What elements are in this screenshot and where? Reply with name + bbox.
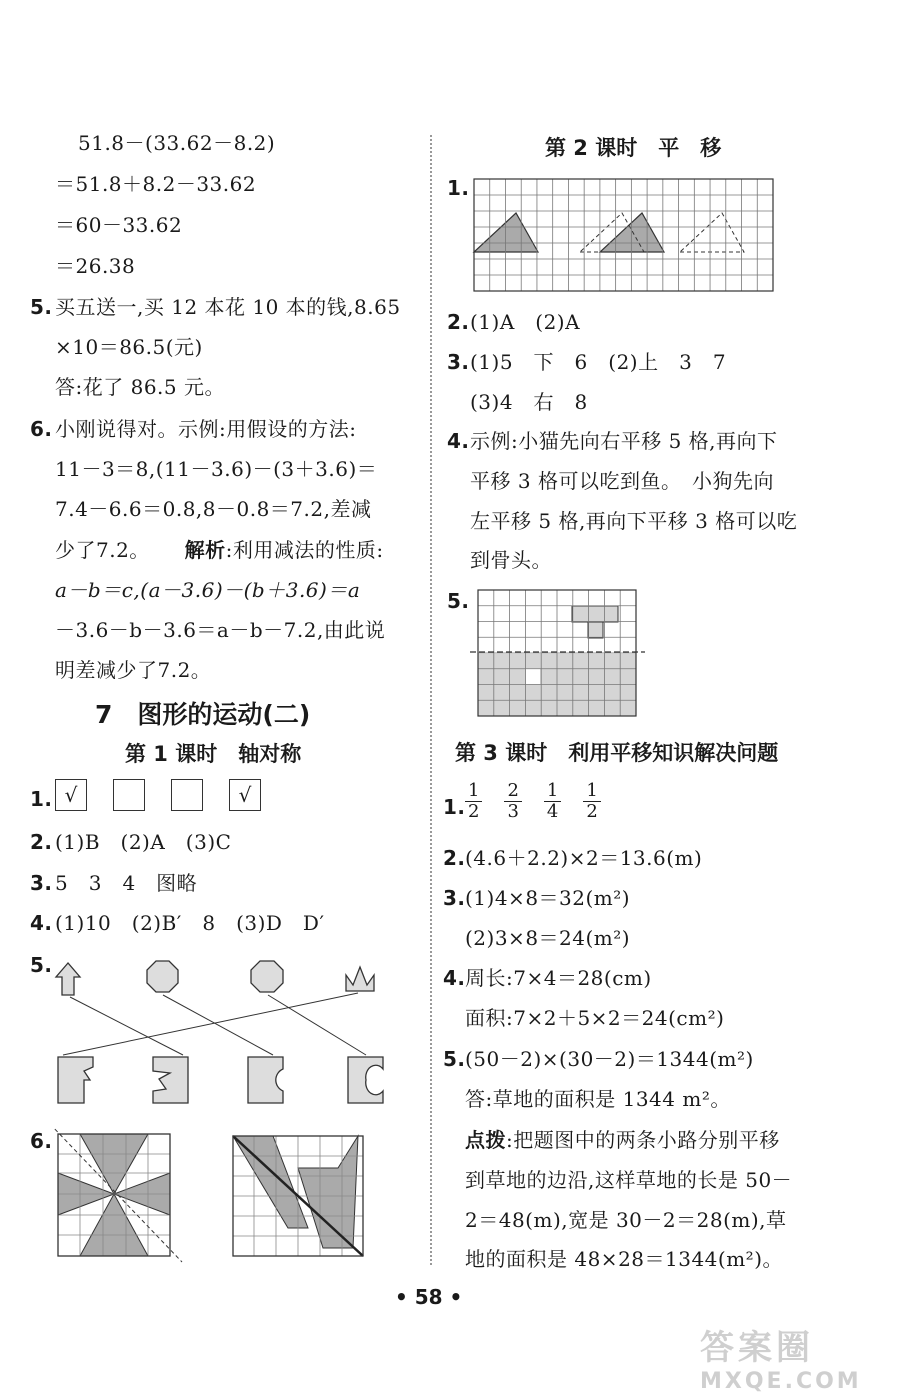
match-line-4 (63, 993, 358, 1055)
symmetry-grids (48, 1128, 388, 1263)
l3-q4-number: 4. (443, 966, 466, 990)
numerator: 1 (583, 781, 600, 802)
q6-line-7: 明差减少了7.2。 (55, 658, 212, 682)
fraction-1 (465, 781, 482, 822)
fraction-row (465, 781, 623, 822)
denominator: 2 (586, 801, 598, 822)
notched-shape-1 (58, 1057, 93, 1103)
l3-q5-line-3 (465, 1127, 780, 1153)
r-q2-number: 2. (447, 310, 470, 334)
l3-q2-number: 2. (443, 846, 466, 870)
l1-q2-text: (1)B (2)A (3)C (55, 830, 232, 854)
check-box-4: √ (229, 779, 261, 811)
q6-line-4-b: :利用减法的性质: (225, 538, 384, 562)
q5-line-3: 答:花了 86.5 元。 (55, 375, 225, 399)
l3-q3-line-1: (1)4×8＝32(m²) (465, 886, 631, 910)
hint-label: 点拨 (465, 1128, 506, 1152)
l1-q3-number: 3. (30, 871, 53, 895)
section-title: 7 图形的运动(二) (95, 700, 311, 729)
fraction-2 (504, 781, 521, 822)
watermark-logo (700, 1320, 862, 1394)
q6-line-1: 小刚说得对。示例:用假设的方法: (55, 417, 357, 441)
fraction-3 (544, 781, 561, 822)
l1-q3-text: 5 3 4 图略 (55, 871, 198, 895)
translation-grid-1 (470, 175, 780, 295)
denominator: 2 (468, 801, 480, 822)
symmetry-grid-2 (233, 1136, 363, 1256)
watermark-line-1: 答案圈 (700, 1328, 814, 1368)
q5-line-1: 买五送一,买 12 本花 10 本的钱,8.65 (55, 295, 401, 319)
check-box-1: √ (55, 779, 87, 811)
q6-number: 6. (30, 417, 53, 441)
lesson-2-title: 第 2 课时 平 移 (545, 136, 722, 160)
l1-q4-number: 4. (30, 911, 53, 935)
fraction-4 (583, 781, 600, 822)
l3-q4-line-2: 面积:7×2＋5×2＝24(cm²) (465, 1006, 725, 1030)
l3-q1-number: 1. (443, 795, 466, 819)
r-q4-line-4: 到骨头。 (470, 548, 552, 572)
l1-q4-text: (1)10 (2)B′ 8 (3)D D′ (55, 911, 325, 935)
q6-line-4-a: 少了7.2。 (55, 538, 150, 562)
denominator: 4 (546, 801, 559, 822)
symmetry-grid-1 (50, 1128, 182, 1262)
l1-q2-number: 2. (30, 830, 53, 854)
calc-line-3: ＝60－33.62 (55, 213, 183, 237)
l3-q5-line-1: (50－2)×(30－2)＝1344(m²) (465, 1047, 754, 1071)
lesson-1-title: 第 1 课时 轴对称 (125, 742, 302, 766)
octagon-shape (147, 961, 178, 992)
r-q3-line-2: (3)4 右 8 (470, 390, 588, 414)
l3-q5-line-2: 答:草地的面积是 1344 m²。 (465, 1087, 731, 1111)
match-line-1 (70, 997, 183, 1055)
numerator: 2 (504, 781, 521, 802)
calc-line-4: ＝26.38 (55, 254, 136, 278)
l3-q3-number: 3. (443, 886, 466, 910)
notched-shape-4 (348, 1057, 383, 1103)
l3-q5-line-4: 到草地的边沿,这样草地的长是 50－ (465, 1168, 793, 1192)
l3-q4-line-1: 周长:7×4＝28(cm) (465, 966, 652, 990)
r-q3-line-1: (1)5 下 6 (2)上 3 7 (470, 350, 727, 374)
l3-q5-line-5: 2＝48(m),宽是 30－2＝28(m),草 (465, 1208, 787, 1232)
q6-line-5: a－b＝c,(a－3.6)－(b＋3.6)＝a (55, 578, 361, 602)
calc-line-2: ＝51.8＋8.2－33.62 (55, 172, 257, 196)
check-box-3 (171, 779, 203, 811)
q5-line-2: ×10＝86.5(元) (55, 335, 203, 359)
r-q5-number: 5. (447, 589, 470, 613)
match-line-3 (268, 995, 366, 1055)
r-q4-line-1: 示例:小猫先向右平移 5 格,再向下 (470, 429, 778, 453)
denominator: 3 (507, 801, 519, 822)
analysis-label: 解析 (184, 538, 226, 562)
l1-q6-number: 6. (30, 1129, 53, 1153)
r-q2-text: (1)A (2)A (470, 310, 581, 334)
numerator: 1 (544, 781, 561, 802)
q6-line-6: －3.6－b－3.6＝a－b－7.2,由此说 (55, 618, 386, 642)
r-q4-line-3: 左平移 5 格,再向下平移 3 格可以吃 (470, 509, 798, 533)
numerator: 1 (465, 781, 482, 802)
r-q4-number: 4. (447, 429, 470, 453)
notched-shape-3 (248, 1057, 283, 1103)
r-q1-number: 1. (447, 176, 470, 200)
column-divider (430, 135, 432, 1265)
l3-q5-line-3-text: :把题图中的两条小路分别平移 (506, 1128, 780, 1152)
crown-shape (346, 967, 374, 991)
matching-figure (48, 955, 388, 1115)
r-q4-line-2: 平移 3 格可以吃到鱼。 小狗先向 (470, 469, 774, 493)
watermark-line-2: MXQE.COM (700, 1369, 862, 1394)
q6-line-3: 7.4－6.6＝0.8,8－0.8＝7.2,差减 (55, 497, 372, 521)
l1-q5-number: 5. (30, 953, 53, 977)
l3-q2-text: (4.6＋2.2)×2＝13.6(m) (465, 846, 703, 870)
check-box-2 (113, 779, 145, 811)
lesson-3-title: 第 3 课时 利用平移知识解决问题 (455, 741, 779, 765)
page-number: • 58 • (395, 1285, 463, 1309)
l3-q5-line-6: 地的面积是 48×28＝1344(m²)。 (465, 1247, 783, 1271)
l3-q5-number: 5. (443, 1047, 466, 1071)
l3-q3-line-2: (2)3×8＝24(m²) (465, 926, 631, 950)
translation-grid-2 (470, 588, 650, 720)
match-line-2 (163, 995, 273, 1055)
checkbox-row (55, 779, 287, 811)
r-q3-number: 3. (447, 350, 470, 374)
octagon-shape-2 (251, 961, 283, 992)
q6-line-2: 11－3＝8,(11－3.6)－(3＋3.6)＝ (55, 457, 378, 481)
calc-line-1: 51.8－(33.62－8.2) (78, 131, 276, 155)
l1-q1-number: 1. (30, 787, 53, 811)
q5-number: 5. (30, 295, 53, 319)
notched-shape-2 (153, 1057, 188, 1103)
arrow-shape (56, 963, 80, 995)
q6-line-4 (55, 537, 384, 563)
